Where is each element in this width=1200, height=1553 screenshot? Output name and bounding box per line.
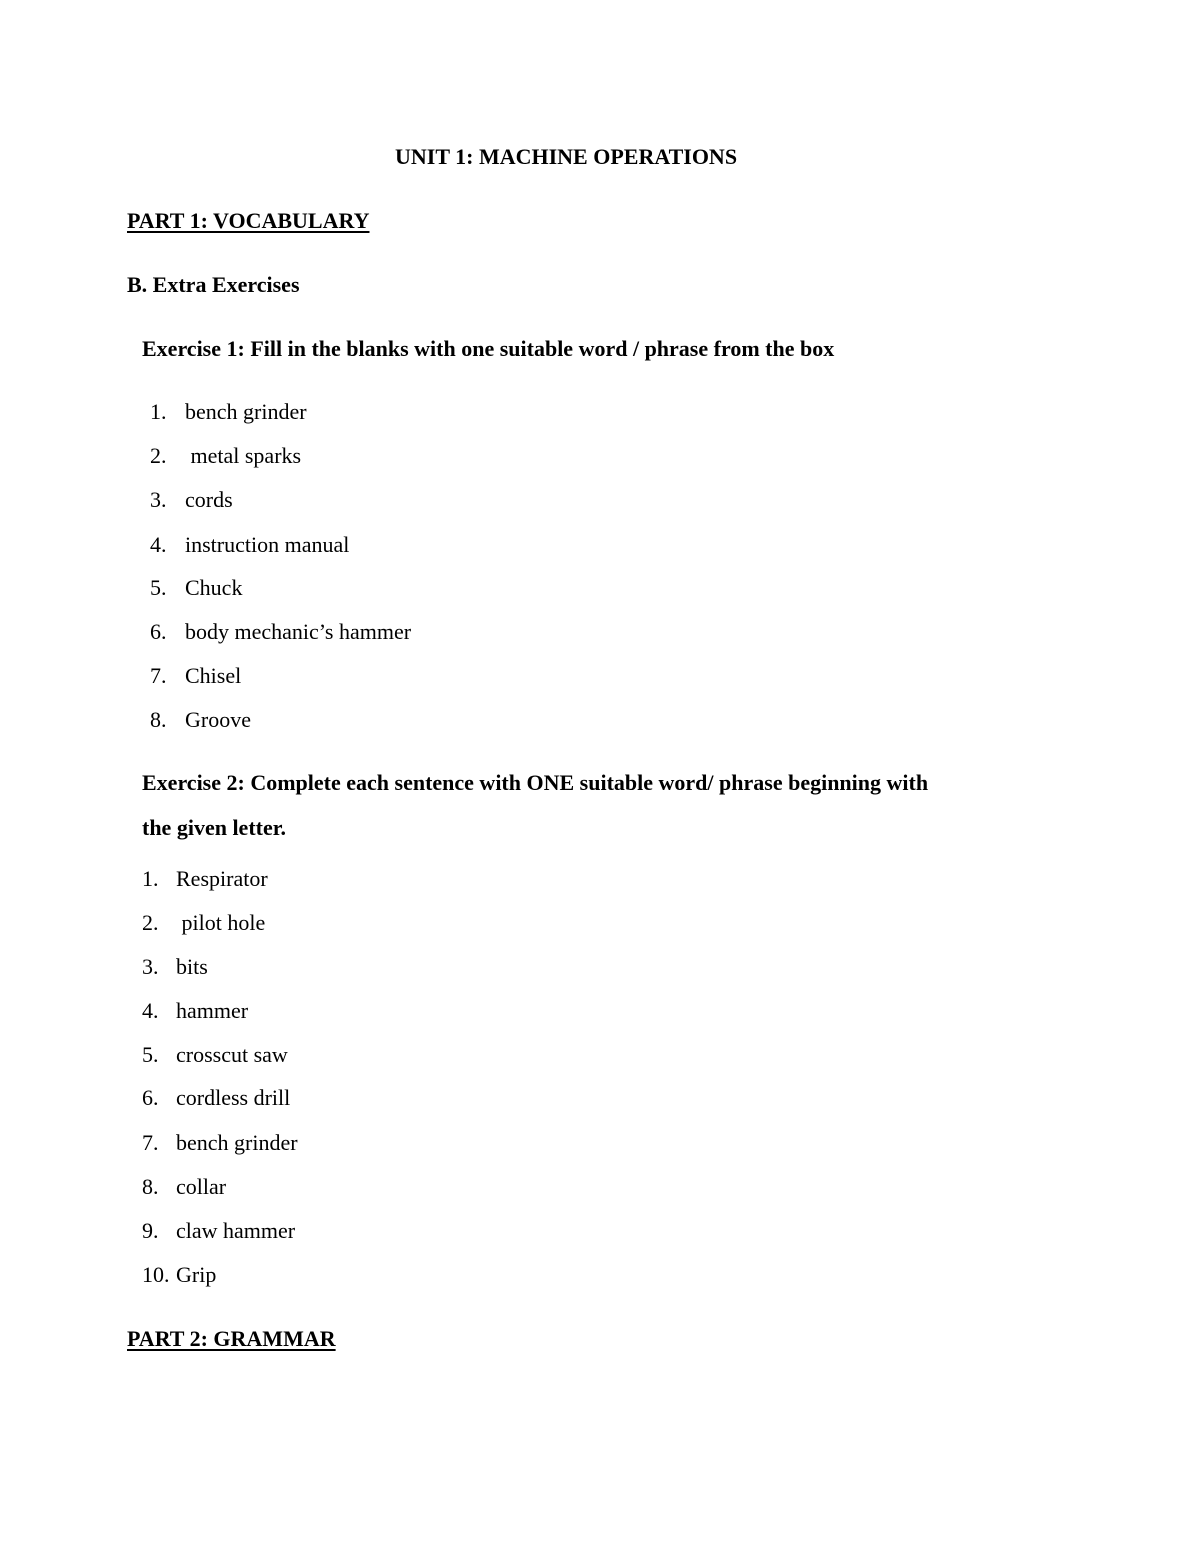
list-number: 10. <box>142 1262 170 1287</box>
list-text: bench grinder <box>185 399 307 424</box>
list-text: bench grinder <box>176 1130 298 1155</box>
list-number: 6. <box>150 619 167 644</box>
list-text: Respirator <box>176 866 268 891</box>
list-text: hammer <box>176 998 249 1023</box>
list-number: 9. <box>142 1218 159 1243</box>
list-number: 8. <box>150 707 167 732</box>
exercise2-heading-line2: the given letter. <box>142 815 286 840</box>
list-number: 3. <box>142 954 159 979</box>
list-number: 1. <box>142 866 159 891</box>
list-number: 4. <box>150 532 167 557</box>
list-number: 7. <box>150 663 167 688</box>
list-number: 5. <box>142 1042 159 1067</box>
list-number: 1. <box>150 399 167 424</box>
list-text: collar <box>176 1174 227 1199</box>
list-text: Chisel <box>185 663 242 688</box>
list-text: cordless drill <box>176 1085 291 1110</box>
part1-heading: PART 1: VOCABULARY <box>127 208 370 233</box>
list-text: claw hammer <box>176 1218 296 1243</box>
list-number: 8. <box>142 1174 159 1199</box>
list-text: cords <box>185 487 233 512</box>
list-text: Groove <box>185 707 251 732</box>
list-number: 5. <box>150 575 167 600</box>
list-number: 6. <box>142 1085 159 1110</box>
list-text: pilot hole <box>176 910 266 935</box>
exercise1-heading: Exercise 1: Fill in the blanks with one suitable word / phrase from the box <box>142 336 835 361</box>
exercise2-heading-line1: Exercise 2: Complete each sentence with ONE suitable word/ phrase beginning with <box>142 770 929 795</box>
list-text: instruction manual <box>185 532 350 557</box>
list-number: 2. <box>142 910 159 935</box>
list-number: 3. <box>150 487 167 512</box>
list-text: metal sparks <box>185 443 302 468</box>
list-text: body mechanic’s hammer <box>185 619 412 644</box>
section-b-heading: B. Extra Exercises <box>127 272 300 297</box>
list-number: 2. <box>150 443 167 468</box>
list-number: 7. <box>142 1130 159 1155</box>
part2-heading: PART 2: GRAMMAR <box>127 1326 336 1351</box>
list-text: bits <box>176 954 208 979</box>
list-text: Grip <box>176 1262 217 1287</box>
list-text: crosscut saw <box>176 1042 288 1067</box>
list-number: 4. <box>142 998 159 1023</box>
document-title: UNIT 1: MACHINE OPERATIONS <box>395 144 738 169</box>
list-text: Chuck <box>185 575 243 600</box>
